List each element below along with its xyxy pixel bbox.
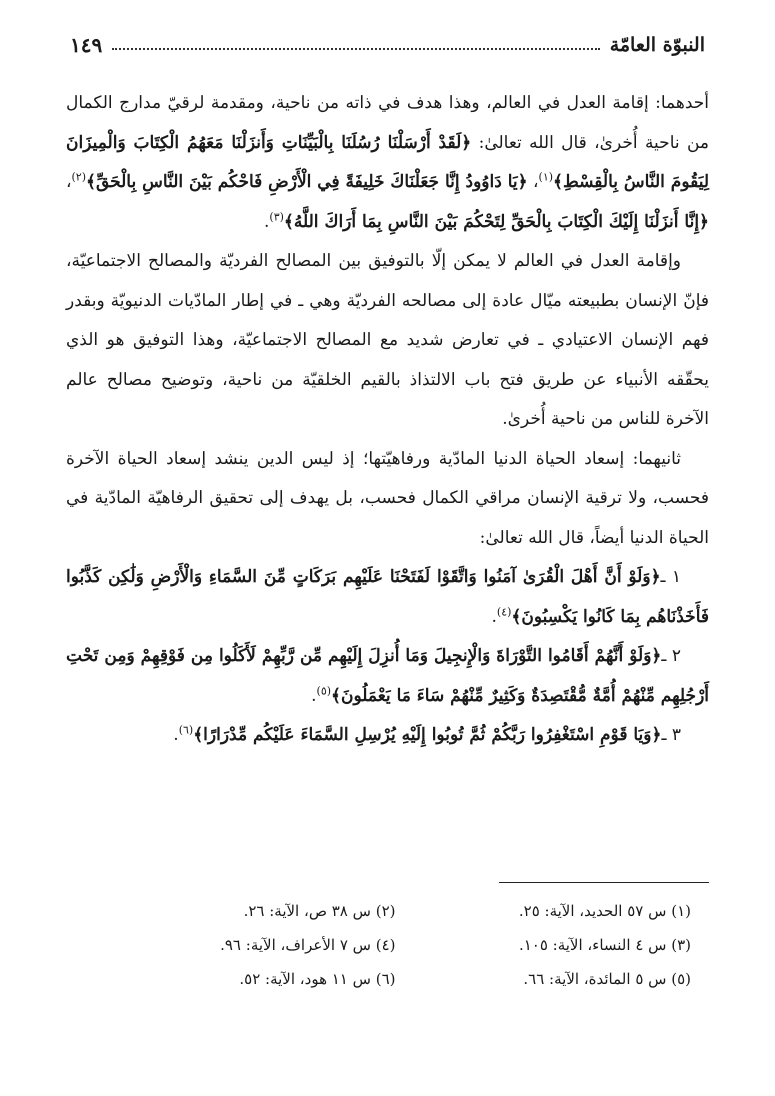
footnote-ref: (٥) (316, 683, 332, 697)
footnote-3: (٣) س ٤ النساء، الآية: ١٠٥. (518, 936, 691, 954)
footnote-5: (٥) س ٥ المائدة، الآية: ٦٦. (523, 970, 691, 988)
verse-number: ٣ ـ (661, 725, 681, 745)
first-goal-text: أحدهما: إقامة العدل في العالم، وهذا هدف في ذاته من ناحية، ومقدمة لرقيّ مدارج الكمال من ناحية أُخرىٰ، قال الله تعالىٰ: (66, 93, 710, 153)
footnote-ref: (٣) (269, 209, 284, 223)
paragraph-justice: وإقامة العدل في العالم لا يمكن إلّا بالتوفيق بين المصالح الفرديّة والمصالح الاجتماعيّة، فإنّ الإنسان بطبيعته ميّال عادة إلى مصالحه الفرديّة وهي ـ في إطار المادّيات الدنيويّة وبقدر فهم الإنسان الاعتيادي ـ في تعارض شديد مع المصالح الاجتماعيّة، وهذا التوفيق هو الذي يحقّقه الأنبياء عن طريق فتح باب الالتذاذ بالقيم الخلقيّة من ناحية، وتوضيح مصالح عالم الآخرة للناس من ناحية أُخرىٰ. (66, 251, 709, 429)
footnotes (120, 900, 691, 990)
quran-verse: ﴿وَلَوْ أَنَّ أَهْلَ الْقُرَىٰ آمَنُوا وَاتَّقَوْا لَفَتَحْنَا عَلَيْهِم بَرَكَاتٍ مِّنَ السَّمَاءِ وَالْأَرْضِ وَلَٰكِن كَذَّبُوا فَأَخَذْنَاهُم بِمَا كَانُوا يَكْسِبُونَ﴾ (66, 567, 709, 627)
footnote-ref: (٦) (178, 723, 194, 737)
numbered-verse-1: ١ ـ﴿وَلَوْ أَنَّ أَهْلَ الْقُرَىٰ آمَنُوا وَاتَّقَوْا لَفَتَحْنَا عَلَيْهِم بَرَكَاتٍ مِّنَ السَّمَاءِ وَالْأَرْضِ وَلَٰكِن كَذَّبُوا فَأَخَذْنَاهُم بِمَا كَانُوا يَكْسِبُونَ﴾$^{(٤)}$. (66, 567, 709, 627)
footnote-ref: (١) (538, 170, 554, 184)
quran-verse: ﴿لَقَدْ أَرْسَلْنَا رُسُلَنَا بِالْبَيِّنَاتِ وَأَنزَلْنَا مَعَهُمُ الْكِتَابَ وَالْمِيزَانَ لِيَقُومَ النَّاسُ بِالْقِسْطِ﴾ (66, 132, 710, 192)
paragraph-second-goal: ثانيهما: إسعاد الحياة الدنيا المادّية ورفاهيّتها؛ إذ ليس الدين ينشد إسعاد الحياة الآخرة فحسب، ولا ترقية الإنسان مراقي الكمال فحسب، بل يهدف إلى تحقيق الرفاهيّة المادّية في الحياة الدنيا أيضاً، قال الله تعالىٰ: (66, 448, 709, 548)
header-dot-leader (112, 48, 599, 50)
footnote-ref: (٢) (71, 170, 87, 184)
numbered-verse-3: ٣ ـ﴿وَيَا قَوْمِ اسْتَغْفِرُوا رَبَّكُمْ ثُمَّ تُوبُوا إِلَيْهِ يُرْسِلِ السَّمَاءَ عَلَيْكُم مِّدْرَارًا﴾$^{(٦)}$. (173, 723, 681, 745)
footnote-2: (٢) س ٣٨ ص، الآية: ٢٦. (243, 902, 396, 920)
numbered-verse-2: ٢ ـ﴿وَلَوْ أَنَّهُمْ أَقَامُوا التَّوْرَاةَ وَالْإِنجِيلَ وَمَا أُنزِلَ إِلَيْهِم مِّن رَّبِّهِمْ لَأَكَلُوا مِن فَوْقِهِمْ وَمِن تَحْتِ أَرْجُلِهِم مِّنْهُمْ أُمَّةٌ مُّقْتَصِدَةٌ وَكَثِيرٌ مِّنْهُمْ سَاءَ مَا يَعْمَلُونَ﴾$^{(٥)}$. (66, 646, 709, 706)
quran-verse: ﴿إِنَّا أَنزَلْنَا إِلَيْكَ الْكِتَابَ بِالْحَقِّ لِتَحْكُمَ بَيْنَ النَّاسِ بِمَا أَرَاكَ اللَّهُ﴾ (283, 211, 709, 232)
quran-verse: ﴿وَيَا قَوْمِ اسْتَغْفِرُوا رَبَّكُمْ ثُمَّ تُوبُوا إِلَيْهِ يُرْسِلِ السَّمَاءَ عَلَيْكُم مِّدْرَارًا﴾ (193, 725, 662, 745)
footnote-1: (١) س ٥٧ الحديد، الآية: ٢٥. (518, 902, 691, 920)
page-body (66, 84, 709, 756)
paragraph-first-goal: أحدهما: إقامة العدل في العالم، وهذا هدف في ذاته من ناحية، ومقدمة لرقيّ مدارج الكمال من ناحية أُخرىٰ، قال الله تعالىٰ: ﴿لَقَدْ أَرْسَلْنَا رُسُلَنَا بِالْبَيِّنَاتِ وَأَنزَلْنَا مَعَهُمُ الْكِتَابَ وَالْمِيزَانَ لِيَقُومَ النَّاسُ بِالْقِسْطِ﴾$^{(١)}$، ﴿يَا دَاوُودُ إِنَّا جَعَلْنَاكَ خَلِيفَةً فِي الْأَرْضِ فَاحْكُم بَيْنَ النَّاسِ بِالْحَقِّ﴾$^{(٢)}$، ﴿إِنَّا أَنزَلْنَا إِلَيْكَ الْكِتَابَ بِالْحَقِّ لِتَحْكُمَ بَيْنَ النَّاسِ بِمَا أَرَاكَ اللَّهُ﴾$^{(٣)}$. (66, 93, 710, 232)
chapter-title: النبوّة العامّة (609, 34, 705, 56)
quran-verse: ﴿وَلَوْ أَنَّهُمْ أَقَامُوا التَّوْرَاةَ وَالْإِنجِيلَ وَمَا أُنزِلَ إِلَيْهِم مِّن رَّبِّهِمْ لَأَكَلُوا مِن فَوْقِهِمْ وَمِن تَحْتِ أَرْجُلِهِم مِّنْهُمْ أُمَّةٌ مُّقْتَصِدَةٌ وَكَثِيرٌ مِّنْهُمْ سَاءَ مَا يَعْمَلُونَ﴾ (66, 646, 709, 706)
verse-number: ٢ ـ (661, 646, 681, 666)
running-header (70, 28, 705, 62)
footnote-4: (٤) س ٧ الأعراف، الآية: ٩٦. (220, 936, 396, 954)
footnote-6: (٦) س ١١ هود، الآية: ٥٢. (239, 970, 396, 988)
page-number: ١٤٩ (70, 33, 103, 57)
quran-verse: ﴿يَا دَاوُودُ إِنَّا جَعَلْنَاكَ خَلِيفَةً فِي الْأَرْضِ فَاحْكُم بَيْنَ النَّاسِ بِالْحَقِّ﴾ (86, 172, 528, 192)
verse-number: ١ ـ (660, 567, 682, 587)
footnote-divider (499, 882, 709, 883)
footnote-ref: (٤) (496, 604, 512, 618)
